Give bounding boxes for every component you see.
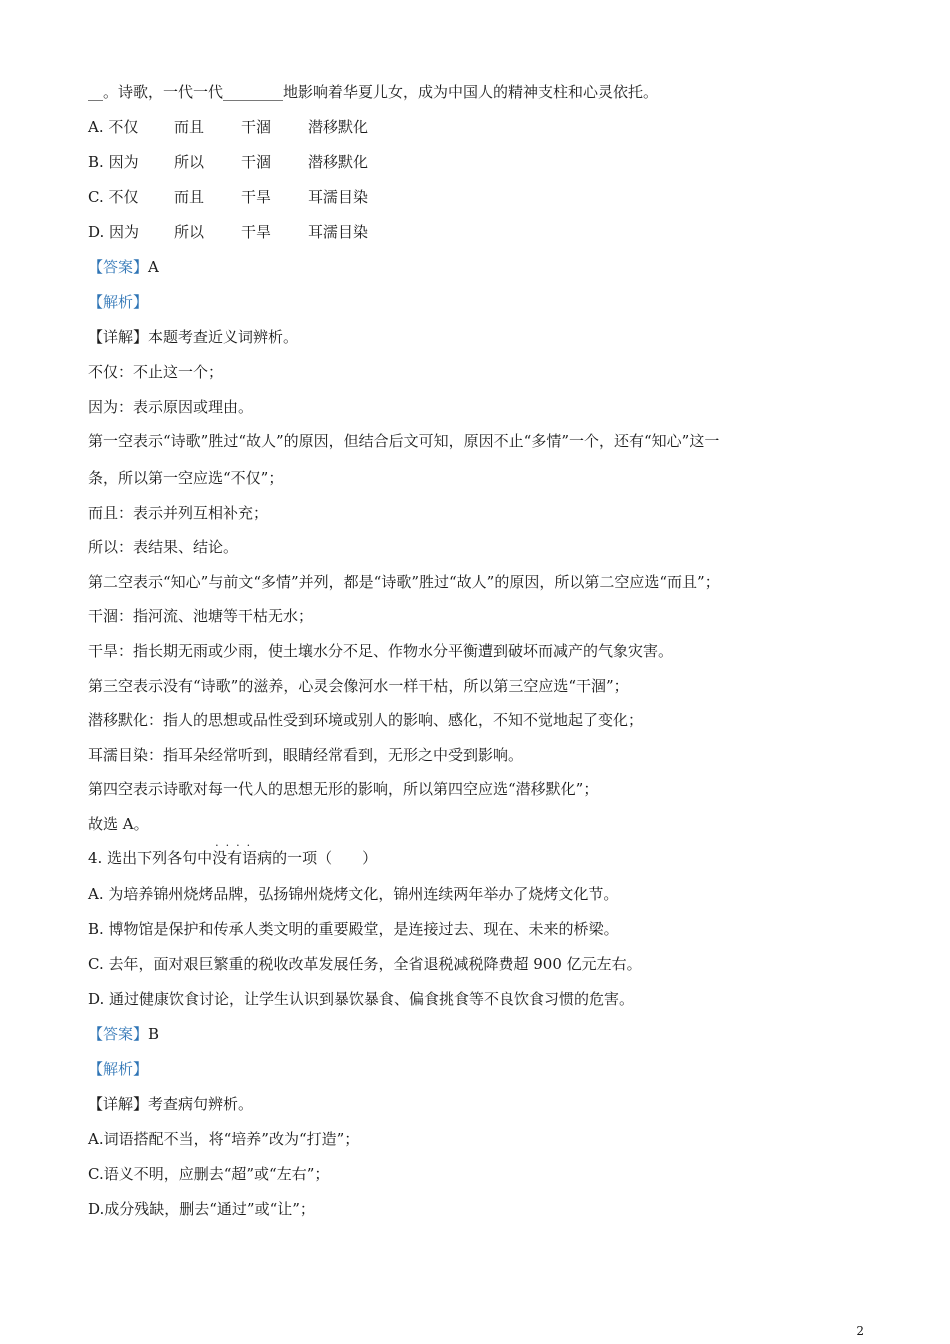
q3-option-a: A. 不仅 而且 干涸 潜移默化 — [88, 118, 369, 136]
emphasis-dots: ···· — [215, 839, 258, 852]
answer-value: B — [148, 1025, 160, 1043]
q3-detail-line: 第二空表示“知心”与前文“多情”并列，都是“诗歌”胜过“故人”的原因，所以第二空应选“而且”； — [88, 573, 720, 591]
q3-answer — [88, 257, 890, 277]
q3-detail-line: 不仅：不止这一个； — [88, 363, 224, 381]
answer-tag: 【答案】 — [88, 258, 149, 276]
q3-detail-line: 故选 A。 — [88, 815, 149, 833]
q3-option-c: C. 不仅 而且 干旱 耳濡目染 — [88, 188, 369, 206]
q3-detail-line: 耳濡目染：指耳朵经常听到，眼睛经常看到，无形之中受到影响。 — [88, 746, 524, 764]
q4-detail-line: A.词语搭配不当，将“培养”改为“打造”； — [88, 1130, 360, 1148]
q4-stem: 4. 选出下列各句中 ···· 没有语病的一项（ ） — [88, 848, 890, 868]
q4-option-c: C. 去年，面对艰巨繁重的税收改革发展任务，全省退税减税降费超 900 亿元左右。 — [88, 955, 642, 973]
q3-detail-line: 第一空表示“诗歌”胜过“故人”的原因，但结合后文可知，原因不止“多情”一个，还有“知心”这一 — [88, 432, 720, 450]
q3-analysis-tag: 【解析】 — [88, 293, 149, 311]
q3-detail-line: 干旱：指长期无雨或少雨，使土壤水分不足、作物水分平衡遭到破坏而减产的气象灾害。 — [88, 642, 674, 660]
q3-detail-line: 条，所以第一空应选“不仅”； — [88, 469, 284, 487]
q3-detail-line: 第四空表示诗歌对每一代人的思想无形的影响，所以第四空应选“潜移默化”； — [88, 780, 599, 798]
answer-value: A — [148, 258, 159, 276]
q4-option-a: A. 为培养锦州烧烤品牌，弘扬锦州烧烤文化，锦州连续两年举办了烧烤文化节。 — [88, 885, 619, 903]
q4-option-d: D. 通过健康饮食讨论，让学生认识到暴饮暴食、偏食挑食等不良饮食习惯的危害。 — [88, 990, 635, 1008]
q3-detail-line: 所以：表结果、结论。 — [88, 538, 239, 556]
q4-emphasis: ···· 没有语病 — [212, 848, 272, 868]
q3-option-d: D. 因为 所以 干旱 耳濡目染 — [88, 223, 369, 241]
q3-detail-line: 【详解】本题考查近义词辨析。 — [88, 328, 299, 346]
q3-detail-line: 第三空表示没有“诗歌”的滋养，心灵会像河水一样干枯，所以第三空应选“干涸”； — [88, 677, 629, 695]
q3-detail-line: 因为：表示原因或理由。 — [88, 398, 254, 416]
q4-detail-line: D.成分残缺，删去“通过”或“让”； — [88, 1200, 315, 1218]
page-number: 2 — [856, 1324, 864, 1338]
answer-tag: 【答案】 — [88, 1025, 149, 1043]
q3-option-b: B. 因为 所以 干涸 潜移默化 — [88, 153, 369, 171]
q3-detail-line: 潜移默化：指人的思想或品性受到环境或别人的影响、感化，不知不觉地起了变化； — [88, 711, 644, 729]
q3-stem-tail: __。诗歌，一代一代________地影响着华夏儿女，成为中国人的精神支柱和心灵依托。 — [88, 83, 659, 101]
q4-detail-line: C.语义不明，应删去“超”或“左右”； — [88, 1165, 330, 1183]
q3-detail-line: 而且：表示并列互相补充； — [88, 504, 269, 522]
q4-answer — [88, 1024, 890, 1044]
q4-detail-line: 【详解】考查病句辨析。 — [88, 1095, 254, 1113]
q4-analysis-tag: 【解析】 — [88, 1060, 149, 1078]
q4-option-b: B. 博物馆是保护和传承人类文明的重要殿堂，是连接过去、现在、未来的桥梁。 — [88, 920, 619, 938]
q3-detail-line: 干涸：指河流、池塘等干枯无水； — [88, 607, 314, 625]
